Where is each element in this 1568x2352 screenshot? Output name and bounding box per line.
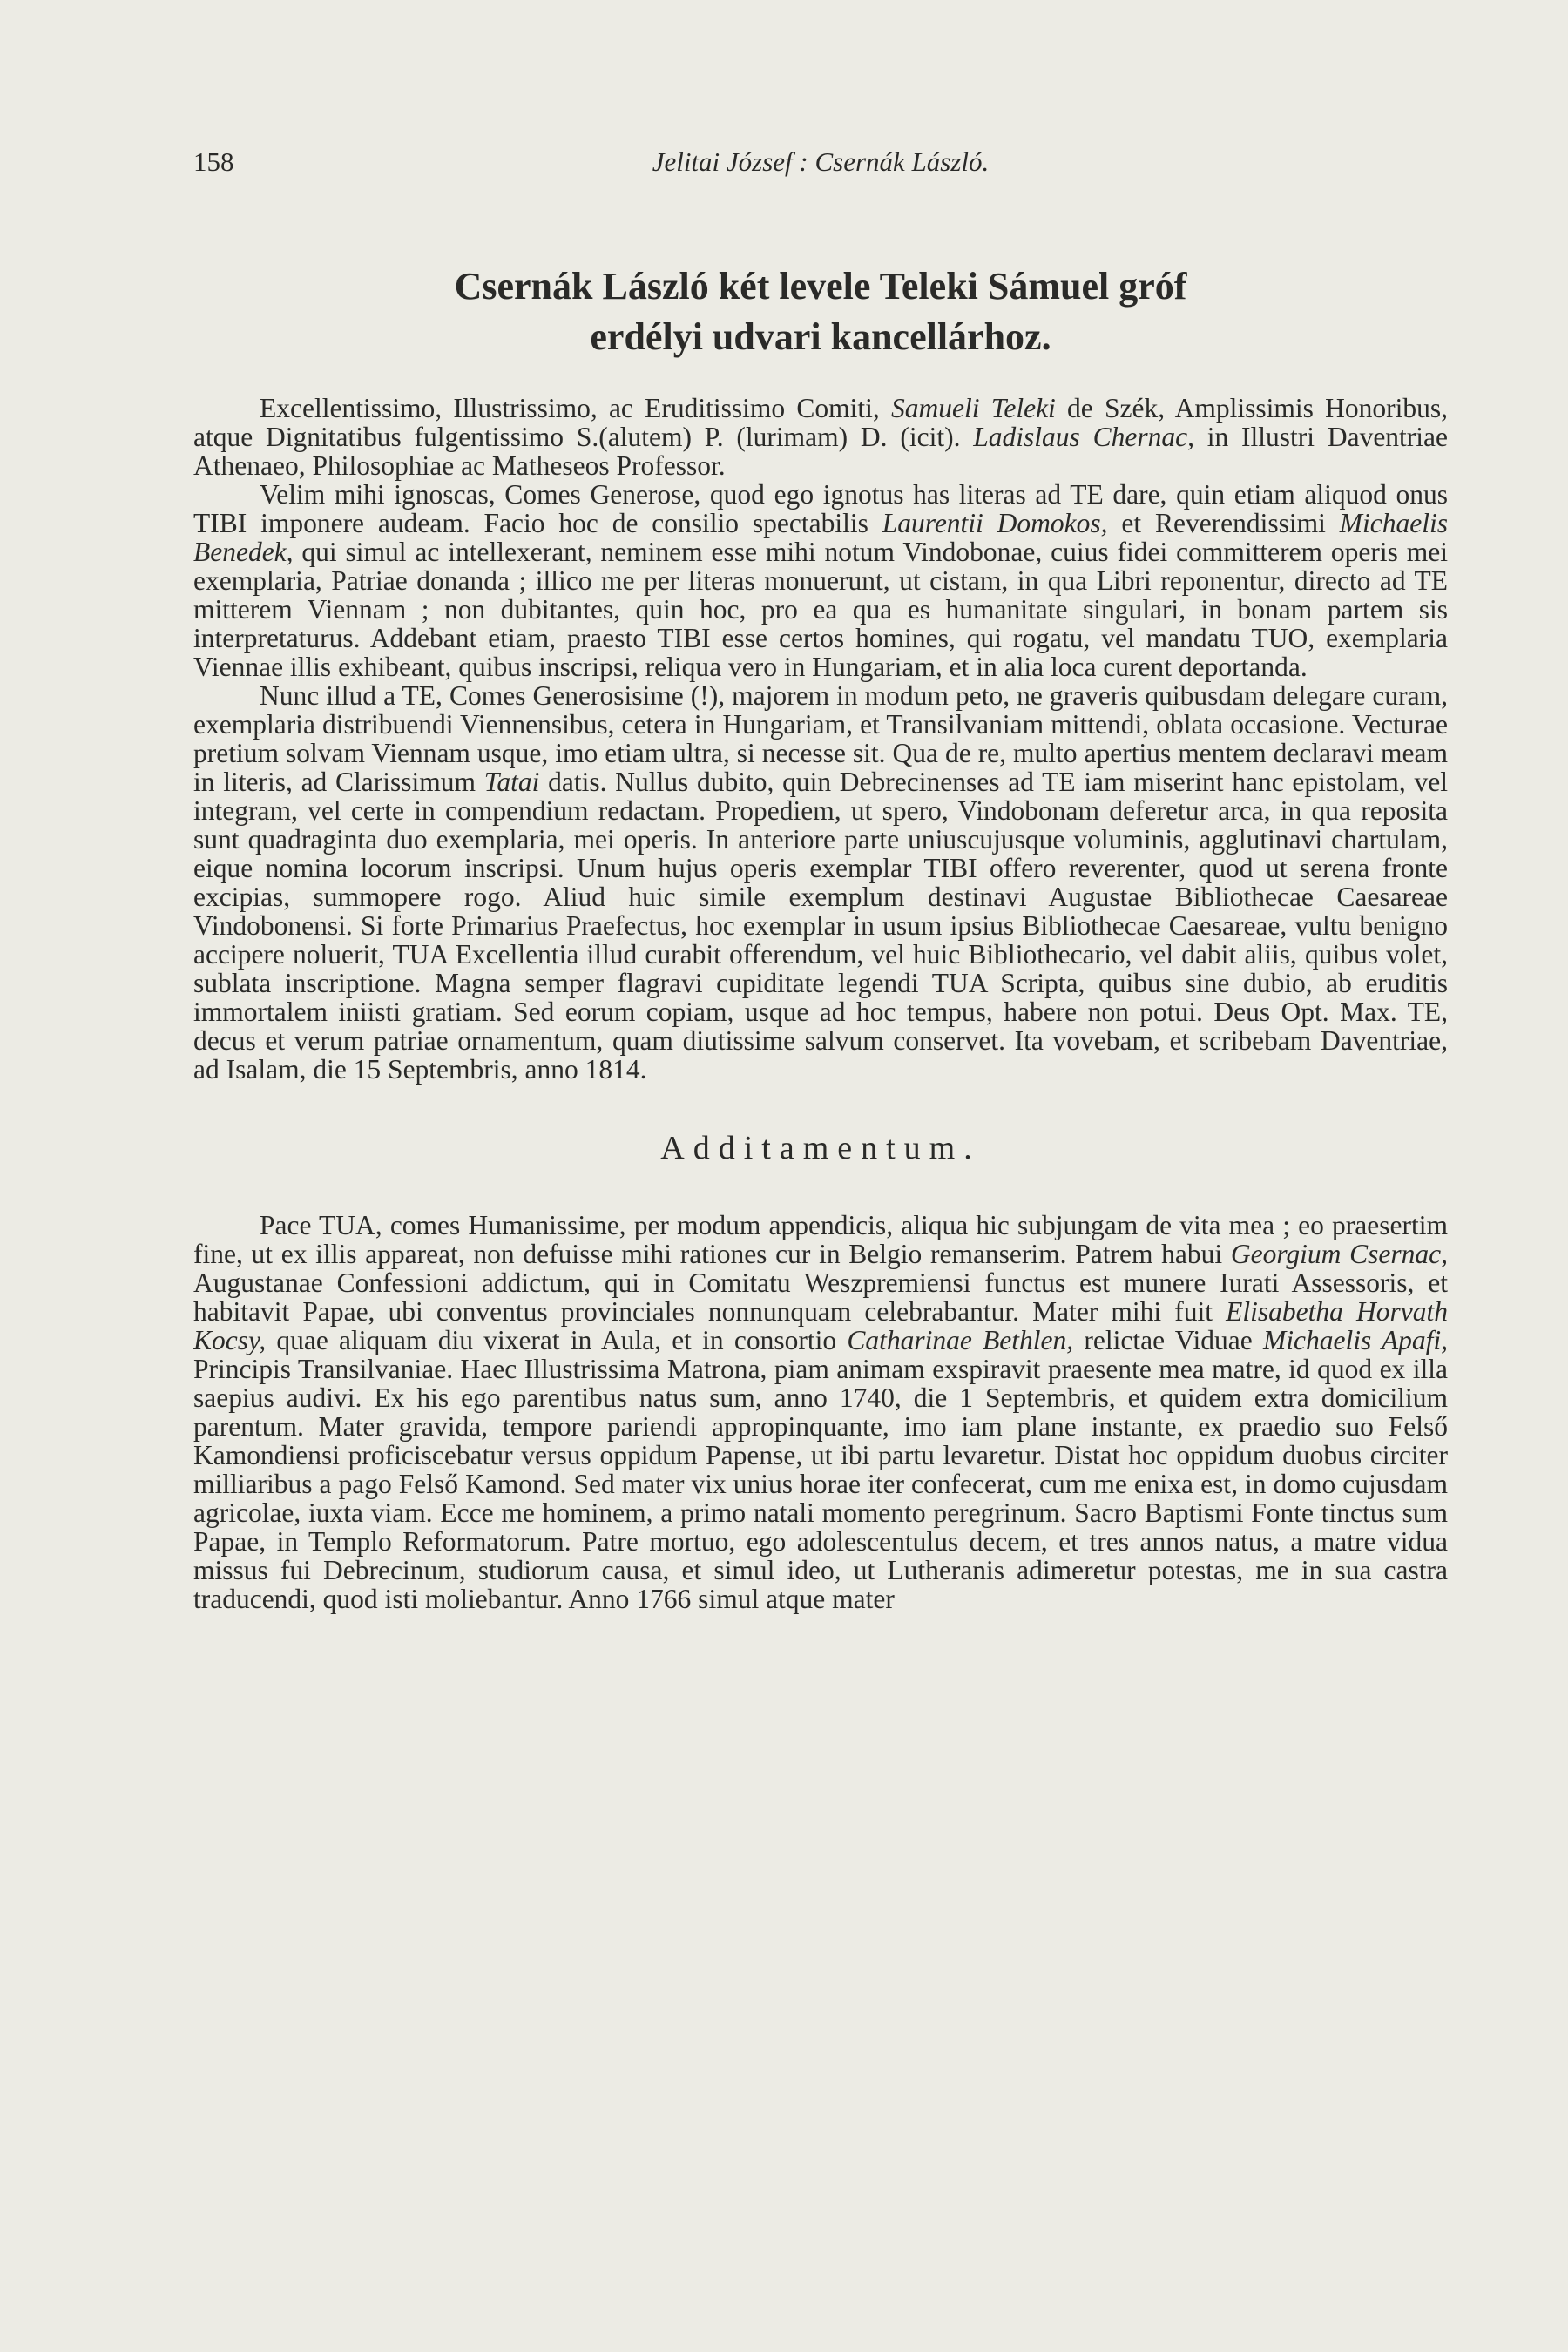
- text-run: Nunc illud a TE, Comes Generosisime (!), majorem in modum peto, ne graveris quibusdam delegare curam, exemplaria distribuendi Viennensibus, cetera in Hungariam, et Transilvaniam mittendi, oblata occasione. Vecturae pretium solvam Viennam usque, imo etiam ultra, si necesse sit. Qua de re, multo apertius mentem declaravi meam in literis, ad Clarissimum: [193, 680, 1448, 797]
- text-run: Velim mihi ignoscas, Comes Generose, quod ego ignotus has literas ad TE dare, quin etiam aliquod onus TIBI imponere audeam. Facio hoc de consilio spectabilis: [193, 479, 1448, 538]
- person-name: Tatai: [483, 767, 540, 797]
- article-title: [193, 261, 1448, 362]
- text-run: Augustanae Confessioni addictum, qui in Comitatu Weszpremiensi functus est munere Iurati Assessoris, et habitavit Papae, ubi conventus provinciales nonnunquam celebrabantur. Mater mihi fuit: [193, 1267, 1448, 1327]
- person-name: Laurentii Domokos,: [882, 508, 1108, 538]
- text-run: et Reverendissimi: [1107, 508, 1340, 538]
- letter-paragraph: [193, 681, 1448, 1084]
- person-name: Elisabetha Horvath Kocsy,: [193, 1296, 1448, 1355]
- text-run: relictae Viduae: [1073, 1325, 1263, 1355]
- person-name: Catharinae Bethlen,: [847, 1325, 1074, 1355]
- text-run: de Szék, Amplissimis Honoribus, atque Dignitatibus fulgentissimo S.(alutem) P. (lurimam) D. (icit).: [193, 393, 1449, 452]
- text-run: qui simul ac intellexerant, neminem esse mihi notum Vindobonae, cuius fidei committerem operis mei exemplaria, Patriae donanda ; illico me per literas monuerunt, ut cistam, in qua Libri reponentur, directo ad TE mitterem Viennam ; non dubitantes, quin hoc, pro ea qua es humanitate singulari, in bonam partem sis interpretaturus. Addebant etiam, praesto TIBI esse certos homines, qui rogatu, vel mandatu TUO, exemplaria Viennae illis exhibeant, quibus inscripsi, reliqua vero in Hungariam, et in alia loca curent deportanda.: [193, 537, 1448, 682]
- article-body: [193, 394, 1448, 1613]
- text-run: Excellentissimo, Illustrissimo, ac Eruditissimo Comiti,: [260, 393, 892, 423]
- text-run: datis. Nullus dubito, quin Debrecinenses ad TE iam miserint hanc epistolam, vel integram, vel certe in compendium redactam. Propediem, ut spero, Vindobonam deferetur arca, in qua reposita sunt quadraginta duo exemplaria, mei operis. In anteriore parte uniuscujusque voluminis, agglutinavi chartulam, eique nomina locorum inscripsi. Unum hujus operis exemplar TIBI offero reverenter, quod ut serena fronte excipias, summopere rogo. Aliud huic simile exemplum destinavi Augustae Bibliothecae Caesareae Vindobonensi. Si forte Primarius Praefectus, hoc exemplar in usum ipsius Bibliothecae Caesareae, vultu benigno accipere noluerit, TUA Excellentia illud curabit offerendum, vel huic Bibliothecario, vel dabit aliis, quibus volet, sublata inscriptione. Magna semper flagravi cupiditate legendi TUA Scripta, quibus sine dubio, ab eruditis immortalem iniisti gratiam. Sed eorum copiam, usque ad hoc tempus, habere non potui. Deus Opt. Max. TE, decus et verum patriae ornamentum, quam diutissime salvum conservet. Ita vovebam, et scribebam Daventriae, ad Isalam, die 15 Septembris, anno 1814.: [193, 767, 1448, 1085]
- text-run: Pace TUA, comes Humanissime, per modum appendicis, aliqua hic subjungam de vita mea ; eo praesertim fine, ut ex illis appareat, non defuisse mihi rationes cur in Belgio remanserim. Patrem habui: [193, 1210, 1448, 1269]
- letter-paragraph: [193, 480, 1448, 681]
- section-heading: Additamentum.: [660, 1130, 981, 1166]
- running-head: Jelitai József : Csernák László.: [652, 146, 990, 177]
- page-number: 158: [193, 146, 234, 177]
- text-run: quae aliquam diu vixerat in Aula, et in consortio: [266, 1325, 848, 1355]
- person-name: Michaelis Benedek,: [193, 508, 1448, 567]
- person-name: Ladislaus Chernac,: [973, 422, 1194, 452]
- text-run: in Illustri Daventriae Athenaeo, Philosophiae ac Matheseos Professor.: [193, 422, 1449, 481]
- person-name: Georgium Csernac,: [1230, 1239, 1448, 1269]
- page-header: [193, 146, 1448, 181]
- text-run: Principis Transilvaniae. Haec Illustrissima Matrona, piam animam exspiravit praesente mea matre, id quod ex illa saepius audivi. Ex his ego parentibus natus sum, anno 1740, die 1 Septembris, et quidem extra domicilium parentum. Mater gravida, tempore pariendi appropinquante, imo iam plane instante, ex praedio suo Felső Kamondiensi proficiscebatur versus oppidum Papense, ut ibi partu levaretur. Distat hoc oppidum duobus circiter milliaribus a pago Felső Kamond. Sed mater vix unius horae iter confecerat, cum me enixa est, in domo cujusdam agricolae, iuxta viam. Ecce me hominem, a primo natali momento peregrinum. Sacro Baptismi Fonte tinctus sum Papae, in Templo Reformatorum. Patre mortuo, ego adolescentulus decem, et tres annos natus, a matre vidua missus fui Debrecinum, studiorum causa, et simul ideo, ut Lutheranis adimeretur potestas, me in sua castra traducendi, quod isti moliebantur. Anno 1766 simul atque mater: [193, 1354, 1448, 1614]
- salutation-paragraph: [193, 394, 1448, 480]
- person-name: Michaelis Apafi,: [1263, 1325, 1448, 1355]
- additamentum-paragraph: [193, 1211, 1448, 1613]
- person-name: Samueli Teleki: [891, 393, 1056, 423]
- title-line-1: Csernák László két levele Teleki Sámuel gróf: [454, 265, 1187, 308]
- title-line-2: erdélyi udvari kancellárhoz.: [590, 315, 1051, 358]
